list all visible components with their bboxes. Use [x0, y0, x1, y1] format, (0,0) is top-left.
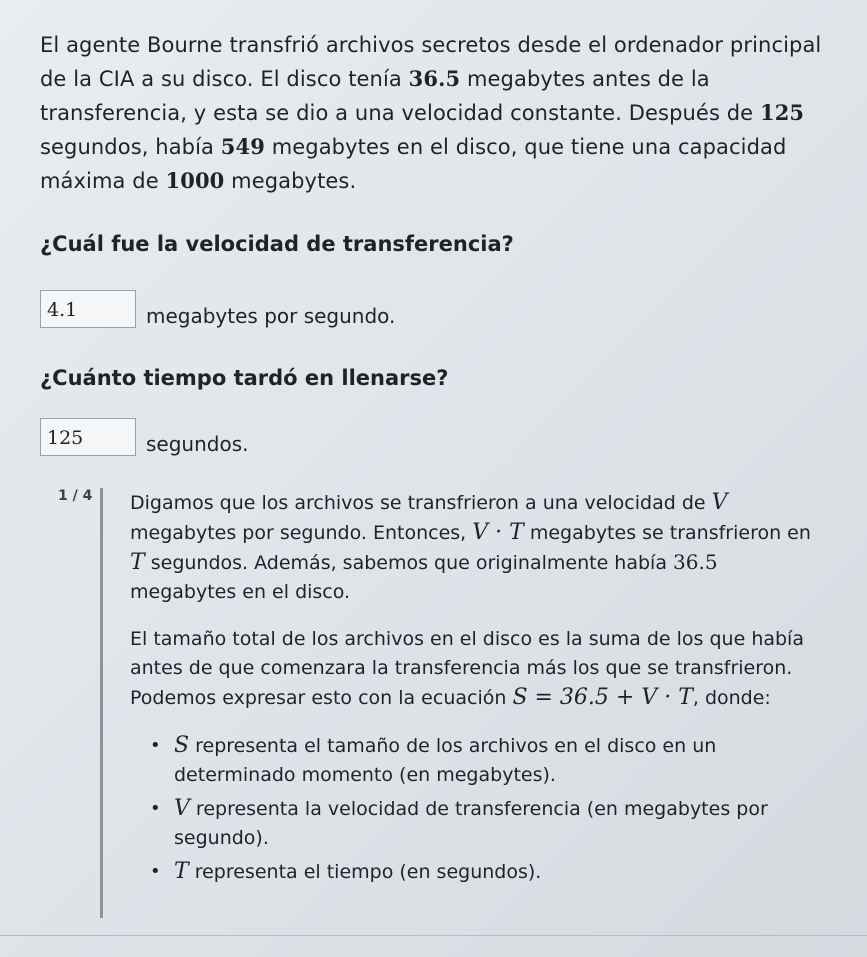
- hint-counter: 1 / 4: [58, 488, 93, 504]
- math-number: 36.5: [673, 550, 718, 574]
- fill-time-input[interactable]: 125: [40, 418, 136, 456]
- math-var: S: [174, 733, 190, 758]
- answer-row-fill-time: [40, 418, 248, 456]
- problem-text-5: megabytes.: [224, 169, 357, 193]
- list-item-text: representa la velocidad de transferencia (en megabytes por segundo).: [174, 798, 768, 849]
- answer-row-transfer-rate: [40, 290, 395, 328]
- variable-list: [130, 731, 820, 887]
- math-var: V: [174, 796, 190, 821]
- list-item: [174, 731, 820, 790]
- hint-text: , donde:: [692, 687, 771, 709]
- initial-mb-value: 36.5: [408, 66, 461, 91]
- math-var: T: [174, 859, 189, 884]
- list-item-text: representa el tiempo (en segundos).: [188, 861, 542, 883]
- bottom-divider: [0, 935, 867, 936]
- hint-text: megabytes en el disco.: [130, 581, 351, 603]
- math-expr-vt: V · T: [472, 520, 524, 545]
- transfer-rate-unit: megabytes por segundo.: [146, 304, 396, 328]
- problem-text-2: megabytes antes de la transferencia, y esta se dio a una velocidad constante. Después de: [40, 67, 760, 125]
- hint-text: Digamos que los archivos se transfrieron a una velocidad de: [130, 492, 712, 514]
- question-transfer-rate: ¿Cuál fue la velocidad de transferencia?: [40, 232, 514, 256]
- elapsed-seconds-value: 125: [759, 100, 805, 125]
- problem-statement: [40, 28, 830, 198]
- hint-divider-bar: [100, 488, 103, 918]
- math-var-t: T: [130, 550, 145, 575]
- capacity-mb-value: 1000: [165, 168, 225, 193]
- question-fill-time: ¿Cuánto tiempo tardó en llenarse?: [40, 366, 449, 390]
- final-mb-value: 549: [220, 134, 265, 159]
- math-var-v: V: [711, 490, 728, 515]
- list-item-text: representa el tamaño de los archivos en el disco en un determinado momento (en megabytes).: [174, 735, 717, 786]
- hint-paragraph-1: [130, 488, 820, 607]
- problem-text-4: megabytes en el disco, que tiene una capacidad máxima de: [40, 135, 787, 193]
- transfer-rate-input[interactable]: 4.1: [40, 290, 136, 328]
- problem-text-1: El agente Bourne transfrió archivos secretos desde el ordenador principal de la CIA a su disco. El disco tenía: [40, 33, 822, 91]
- hint-text: segundos. Además, sabemos que originalmente había: [144, 552, 674, 574]
- hint-text: megabytes por segundo. Entonces,: [130, 522, 473, 544]
- list-item: [174, 857, 820, 887]
- hint-panel: [40, 488, 840, 928]
- problem-text-3: segundos, había: [40, 135, 221, 159]
- fill-time-unit: segundos.: [146, 432, 249, 456]
- hint-text: megabytes se transfrieron en: [523, 522, 811, 544]
- math-equation: S = 36.5 + V · T: [512, 685, 693, 710]
- hint-text: El tamaño total de los archivos en el disco es la suma de los que había antes de que comenzara la transferencia más los que se transfrieron. Podemos expresar esto con la ecuación: [130, 628, 804, 709]
- hint-paragraph-2: [130, 625, 820, 713]
- list-item: [174, 794, 820, 853]
- hint-body: [130, 488, 820, 891]
